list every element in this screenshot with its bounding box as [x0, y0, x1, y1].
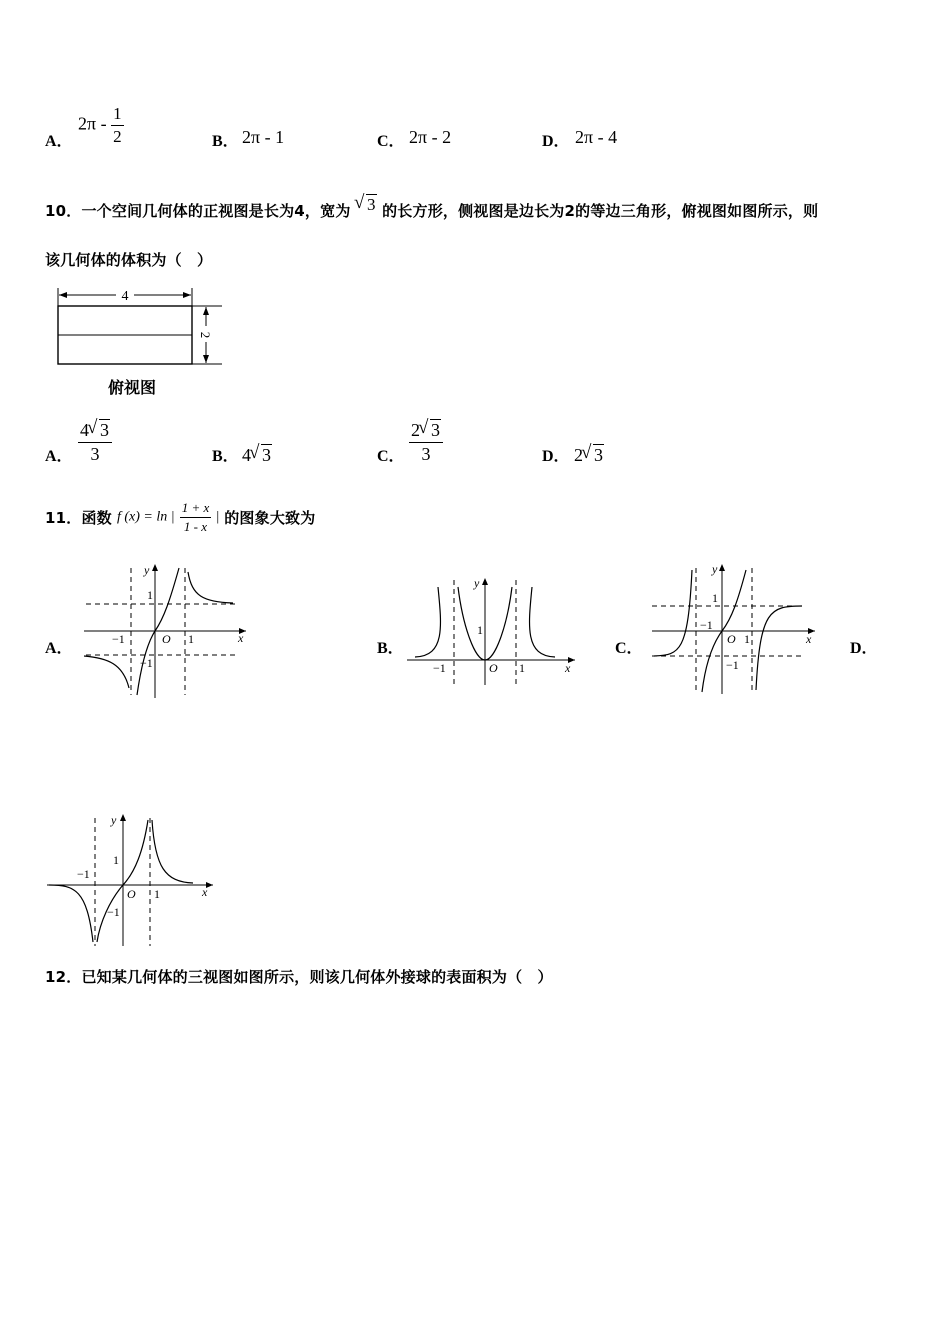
graph-b-curve-left: [415, 587, 440, 657]
graph-c-x1-label: 1: [744, 632, 750, 646]
graph-c-y-arrow: [719, 564, 725, 571]
graph-d-curve-left: [49, 885, 93, 942]
graph-a-curve-left: [84, 656, 129, 688]
graph-b-x1-label: 1: [519, 661, 525, 675]
q9-option-a-value: [78, 104, 124, 147]
graph-a-xm1-label: −1: [112, 632, 125, 646]
q10-option-a-sqrt: [89, 420, 110, 441]
graph-a-x-label: x: [238, 631, 244, 645]
graph-c-ym1-label: −1: [726, 658, 739, 672]
q10-option-a-den: 3: [90, 444, 100, 464]
graph-d-y-arrow: [120, 814, 126, 821]
graph-b-y-label: y: [474, 576, 480, 590]
q10-height-label: 2: [198, 331, 213, 339]
q11-suffix: 的图象大致为: [224, 509, 316, 527]
graph-d-origin-label: O: [127, 887, 136, 901]
graph-c-y1-label: 1: [712, 591, 718, 605]
q10-dim-arrow-right: [183, 292, 191, 298]
q10-option-c-sqrt: [420, 420, 441, 441]
graph-b-x-label: x: [565, 661, 571, 675]
graph-a-origin-label: O: [162, 632, 171, 646]
q10-vdim-arrow-top: [203, 307, 209, 315]
q10-stem-line-2: 该几何体的体积为（ ）: [45, 251, 213, 269]
q10-option-b-sqrt: [251, 445, 272, 466]
q11-func-den: 1 - x: [183, 519, 208, 534]
graph-d-y1-label: 1: [113, 853, 119, 867]
q10-option-d-coef: 2: [574, 445, 583, 465]
q11-option-b-label: B．: [377, 640, 404, 657]
q10-option-a-value: [78, 420, 112, 465]
q10-option-a-coef: 4: [80, 420, 89, 440]
graph-b-y-arrow: [482, 578, 488, 585]
graph-c-curve-left: [654, 570, 692, 656]
q9-option-b-label: B．: [212, 133, 239, 150]
q10-sqrt-3-radicand: 3: [366, 195, 376, 214]
q11-graph-d: [45, 812, 217, 948]
q10-option-b-rad: 3: [262, 445, 271, 465]
q10-option-d-sqrt: [583, 445, 604, 466]
q10-option-c-coef: 2: [411, 420, 420, 440]
q10-option-b-value: [242, 445, 272, 466]
q11-graph-c: [650, 560, 820, 696]
q10-option-b-label: B．: [212, 448, 239, 465]
graph-a-y-label: y: [144, 563, 150, 577]
q11-func-num: 1 + x: [180, 500, 212, 518]
graph-d-y-label: y: [111, 813, 117, 827]
q10-option-a-num: [78, 420, 112, 443]
graph-a-curve-right: [188, 572, 233, 603]
q9-option-d-value: 2π - 4: [575, 127, 618, 147]
q10-option-d-value: [574, 445, 604, 466]
q11-option-c-label: C．: [615, 640, 643, 657]
q11-option-a-label: A．: [45, 640, 73, 657]
q9-option-a-num: 1: [111, 104, 124, 126]
q10-option-c-label: C．: [377, 448, 405, 465]
q11-func-lhs: f (x) = ln |: [116, 509, 175, 525]
q10-option-c-den: 3: [421, 444, 431, 464]
graph-a-y1-label: 1: [147, 588, 153, 602]
q11-graph-b: [405, 572, 580, 687]
q10-text-1: 10．一个空间几何体的正视图是长为4，宽为: [45, 202, 351, 220]
q10-option-d-rad: 3: [594, 445, 603, 465]
q10-sqrt-3: [356, 195, 377, 215]
q9-option-c-value: 2π - 2: [409, 127, 452, 147]
q9-option-a-label: A．: [45, 133, 73, 150]
q10-option-a-label: A．: [45, 448, 73, 465]
q11-prefix: 11．函数: [45, 509, 112, 527]
q9-option-a-fraction: [111, 104, 124, 147]
q10-width-label: 4: [121, 289, 129, 304]
q10-vdim-arrow-bottom: [203, 355, 209, 363]
q10-option-c-rad: 3: [431, 420, 440, 440]
graph-a-ym1-label: −1: [140, 656, 153, 670]
q10-option-c-value: [409, 420, 443, 465]
graph-d-x1-label: 1: [154, 887, 160, 901]
graph-b-xm1-label: −1: [433, 661, 446, 675]
graph-c-origin-label: O: [727, 632, 736, 646]
graph-d-ym1-label: −1: [107, 905, 120, 919]
q11-graph-a: [78, 560, 253, 700]
q9-option-a-den: 2: [113, 127, 122, 146]
graph-b-y1-label: 1: [477, 623, 483, 637]
graph-d-xm1-label: −1: [77, 867, 90, 881]
q10-option-c-num: [409, 420, 443, 443]
q11-func-rhs: |: [216, 509, 220, 525]
q11-func-fraction: [180, 500, 212, 535]
q10-dim-arrow-left: [59, 292, 67, 298]
q9-option-a-int: 2π -: [78, 113, 107, 134]
graph-c-xm1-label: −1: [700, 618, 713, 632]
graph-b-origin-label: O: [489, 661, 498, 675]
q10-option-d-label: D．: [542, 448, 570, 465]
graph-a-x1-label: 1: [188, 632, 194, 646]
q10-figure-caption: 俯视图: [108, 378, 157, 397]
q9-option-d-label: D．: [542, 133, 570, 150]
graph-c-y-label: y: [712, 562, 718, 576]
q10-option-b-coef: 4: [242, 445, 251, 465]
q11-option-d-label: D．: [850, 640, 878, 657]
graph-d-curve-right: [152, 820, 193, 883]
graph-d-x-label: x: [202, 885, 208, 899]
q10-stem-line-1: [45, 195, 819, 221]
graph-c-curve-right: [756, 606, 802, 690]
q10-text-2: 的长方形，侧视图是边长为2的等边三角形，俯视图如图所示，则: [382, 202, 819, 220]
graph-a-y-arrow: [152, 564, 158, 571]
q11-stem: [45, 500, 315, 535]
q9-option-c-label: C．: [377, 133, 405, 150]
q10-option-a-rad: 3: [100, 420, 109, 440]
graph-c-x-label: x: [806, 632, 812, 646]
graph-b-curve-right: [530, 587, 555, 657]
question-12-stem: 12．已知某几何体的三视图如图所示，则该几何体外接球的表面积为（ ）: [45, 968, 553, 986]
q9-option-b-value: 2π - 1: [242, 127, 285, 147]
